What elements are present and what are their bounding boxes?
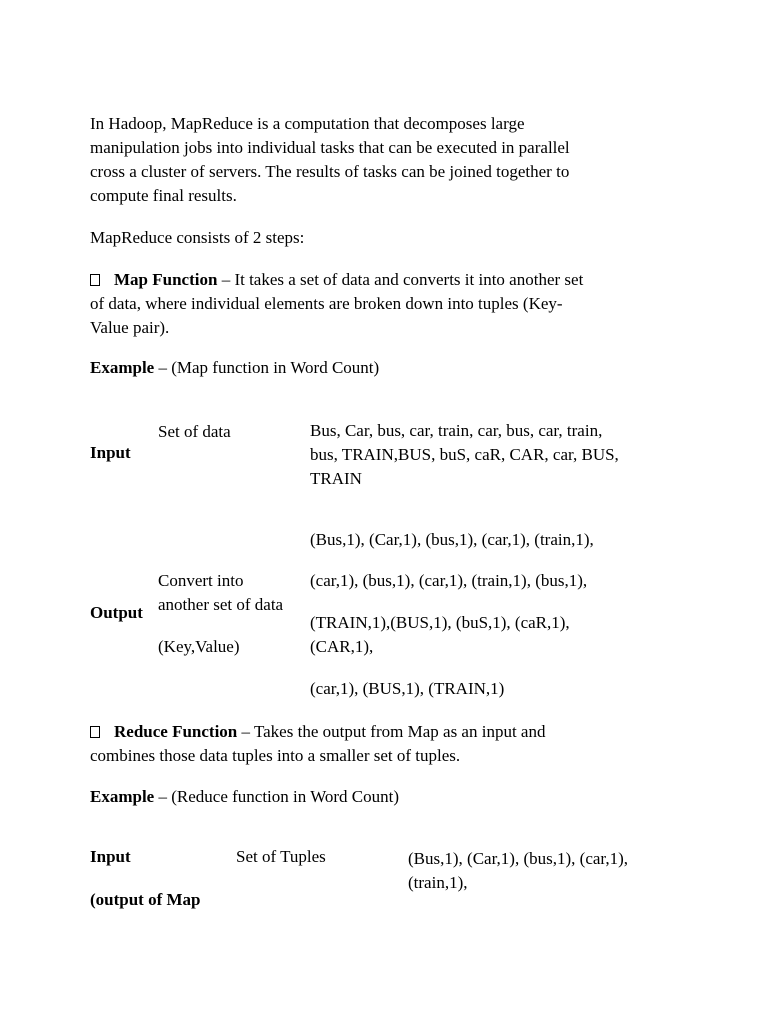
reduce-input-label: Input — [90, 847, 131, 866]
map-input-label: Input — [90, 443, 131, 462]
map-function-text: – It takes a set of data and converts it into another set — [217, 270, 584, 289]
reduce-function-line: combines those data tuples into a smaller set of tuples. — [90, 746, 461, 765]
map-output-label: Output — [90, 603, 143, 622]
intro-line: In Hadoop, MapReduce is a computation that decomposes large — [90, 114, 525, 133]
map-output-data-line: (TRAIN,1),(BUS,1), (buS,1), (caR,1), — [310, 613, 570, 632]
reduce-example-heading — [90, 787, 399, 807]
example-label: Example — [90, 787, 155, 806]
example-label: Example — [90, 358, 155, 377]
map-function-title: Map Function — [114, 270, 218, 289]
reduce-function-line — [90, 720, 660, 744]
intro-line: compute final results. — [90, 186, 237, 205]
map-function-paragraph — [90, 268, 660, 340]
reduce-function-title: Reduce Function — [114, 722, 238, 741]
map-output-data-line: (Bus,1), (Car,1), (bus,1), (car,1), (train,1), — [310, 530, 594, 549]
example-text: – (Reduce function in Word Count) — [154, 787, 400, 806]
reduce-function-paragraph — [90, 720, 660, 768]
map-input-desc: Set of data — [158, 422, 231, 441]
map-input-data-line: TRAIN — [310, 469, 362, 488]
map-example-heading — [90, 358, 379, 378]
reduce-function-text: – Takes the output from Map as an input and — [237, 722, 546, 741]
map-function-line — [90, 268, 660, 292]
bullet-icon — [90, 726, 100, 738]
map-input-data-line: bus, TRAIN,BUS, buS, caR, CAR, car, BUS, — [310, 445, 619, 464]
map-input-data — [310, 419, 619, 491]
reduce-input-data-line: (Bus,1), (Car,1), (bus,1), (car,1), — [408, 849, 629, 868]
map-output-desc-1: Convert into — [158, 571, 244, 590]
intro-paragraph — [90, 112, 660, 208]
intro-line: cross a cluster of servers. The results of tasks can be joined together to — [90, 162, 570, 181]
intro-line: manipulation jobs into individual tasks that can be executed in parallel — [90, 138, 570, 157]
map-function-line: Value pair). — [90, 318, 170, 337]
map-output-data-line: (car,1), (bus,1), (car,1), (train,1), (bus,1), — [310, 571, 588, 590]
steps-text: MapReduce consists of 2 steps: — [90, 228, 305, 247]
reduce-input-desc: Set of Tuples — [236, 847, 326, 866]
reduce-input-data-line: (train,1), — [408, 873, 468, 892]
map-output-desc-3: (Key,Value) — [158, 637, 240, 656]
example-text: – (Map function in Word Count) — [154, 358, 380, 377]
map-output-data-line: (car,1), (BUS,1), (TRAIN,1) — [310, 679, 505, 698]
map-input-data-line: Bus, Car, bus, car, train, car, bus, car, train, — [310, 421, 603, 440]
map-output-desc-2: another set of data — [158, 595, 284, 614]
reduce-input-data — [408, 847, 628, 895]
reduce-input-sub: (output of Map — [90, 890, 201, 909]
map-output-data-line: (CAR,1), — [310, 637, 374, 656]
bullet-icon — [90, 274, 100, 286]
map-function-line: of data, where individual elements are broken down into tuples (Key- — [90, 294, 563, 313]
